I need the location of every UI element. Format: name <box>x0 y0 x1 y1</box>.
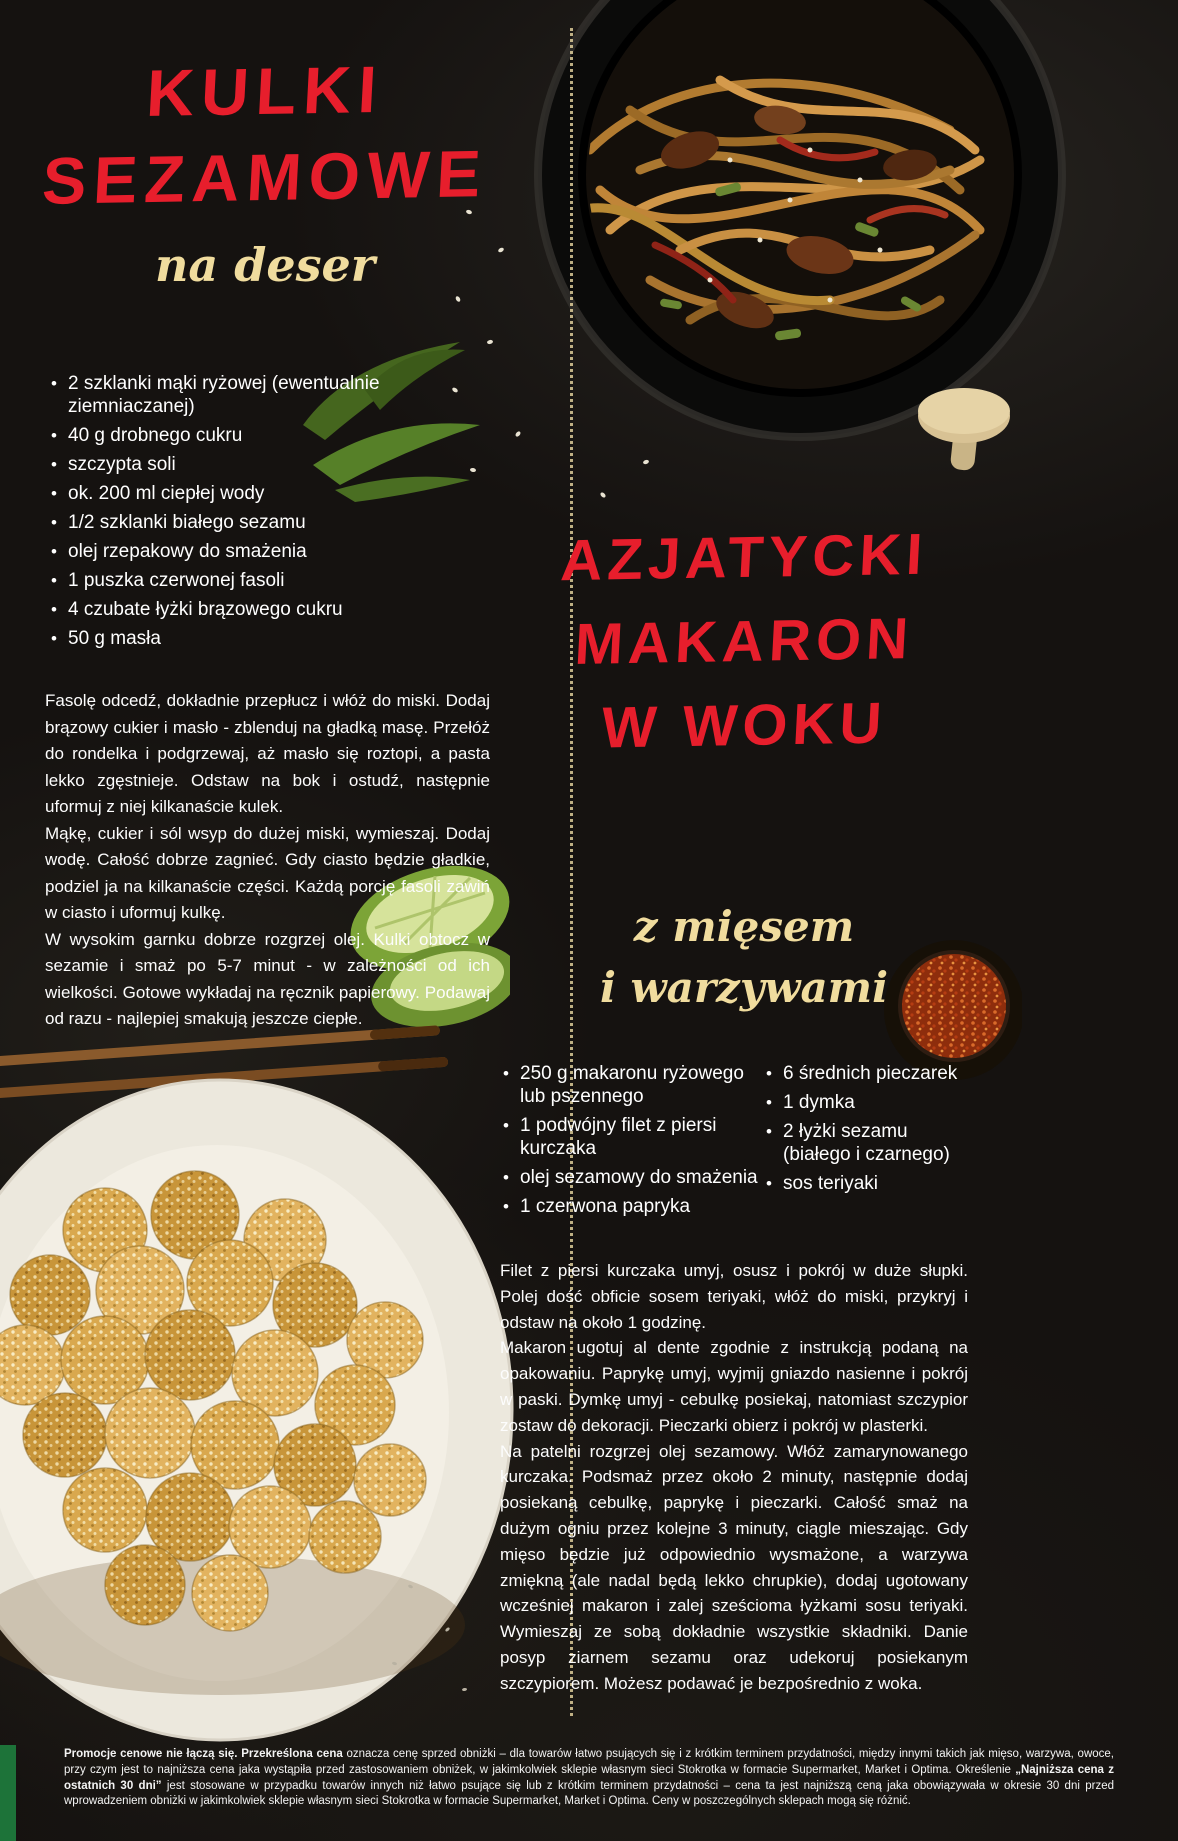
ingredient-item: • 50 g masła <box>68 627 398 650</box>
right-recipe-subtitle-line1: z mięsem <box>633 902 855 951</box>
ingredient-item: • 6 średnich pieczarek <box>783 1062 968 1085</box>
footer-green-bar <box>0 1745 16 1841</box>
sesame-seed-decoration <box>599 491 606 498</box>
ingredient-item: • sos teriyaki <box>783 1172 968 1195</box>
left-ingredient-list <box>48 372 398 656</box>
ingredient-item: • 1 czerwona papryka <box>520 1195 763 1218</box>
ingredient-item: • 1/2 szklanki białego sezamu <box>68 511 398 534</box>
ingredient-item: • olej rzepakowy do smażenia <box>68 540 398 563</box>
instruction-paragraph: Mąkę, cukier i sól wsyp do dużej miski, wymieszaj. Dodaj wodę. Całość dobrze zagnieć. Gdy ciasto będzie gładkie, podziel ja na kilkanaście części. Każdą porcję fasoli zawiń w ciasto i uformuj kulkę. <box>45 823 490 922</box>
ingredient-item: • ok. 200 ml ciepłej wody <box>68 482 398 505</box>
instruction-paragraph: Makaron ugotuj al dente zgodnie z instrukcją podaną na opakowaniu. Paprykę umyj, wyjmij gniazdo nasienne i pokrój w paski. Dymkę umyj - cebulkę posiekaj, natomiast szczypior zostaw do dekoracji. Pieczarki obierz i pokrój w plasterki. <box>500 1338 968 1435</box>
right-recipe-instructions <box>500 1258 968 1697</box>
ingredient-item: • 2 szklanki mąki ryżowej (ewentualnie ziemniaczanej) <box>68 372 398 418</box>
ingredient-item: • 250 g makaronu ryżowego lub pszennego <box>520 1062 763 1108</box>
left-recipe-instructions <box>45 688 490 1033</box>
sesame-balls-illustration <box>0 1065 515 1765</box>
ingredient-item: • 1 dymka <box>783 1091 968 1114</box>
right-recipe-title-line2: MAKARON <box>573 606 915 677</box>
wok-dish-photo <box>480 0 1178 475</box>
left-recipe-title <box>40 48 490 220</box>
right-ingredient-list-col2 <box>763 1062 968 1224</box>
ingredient-item: • szczypta soli <box>68 453 398 476</box>
mushroom-decoration <box>912 382 1017 482</box>
fine-print-bold-segment: „Najniższa cena z ostatnich 30 dni” <box>64 1763 1114 1792</box>
ingredient-item: • 1 podwójny filet z piersi kurczaka <box>520 1114 763 1160</box>
left-recipe-title-line1: KULKI <box>144 51 386 131</box>
left-recipe-title-line2: SEZAMOWE <box>40 136 490 218</box>
fine-print-bold-segment: Promocje cenowe nie łączą się. Przekreślona cena <box>64 1748 343 1760</box>
ingredient-item: • olej sezamowy do smażenia <box>520 1166 763 1189</box>
right-recipe-title-line1: AZJATYCKI <box>559 521 930 594</box>
right-recipe-title <box>518 516 970 768</box>
ingredient-item: • 40 g drobnego cukru <box>68 424 398 447</box>
fine-print-text-segment: jest stosowane w przypadku towarów innych niż łatwo psujące się lub z krótkim terminem przydatności – cena ta jest najniższą ceną jaka obowiązywała w okresie 30 dni przed wprowadzeniem obniżki w jakimkolwiek sklepie własnym sieci Stokrotka w formacie Supermarket, Market i Optima. Ceny w poszczególnych sklepach mogą się różnić. <box>64 1779 1114 1808</box>
ingredient-item: • 2 łyżki sezamu (białego i czarnego) <box>783 1120 968 1166</box>
wok-dish-illustration <box>480 0 1178 475</box>
legal-fine-print <box>64 1747 1114 1810</box>
right-ingredient-lists <box>500 1062 970 1224</box>
instruction-paragraph: Filet z piersi kurczaka umyj, osusz i pokrój w duże słupki. Polej dość obficie sosem teriyaki, włóż do miski, przykryj i odstaw na około 1 godzinę. <box>500 1261 968 1332</box>
right-recipe-subtitle-line2: i warzywami <box>599 963 889 1012</box>
sesame-seed-decoration <box>455 295 461 302</box>
right-recipe-subtitle <box>518 896 970 1018</box>
instruction-paragraph: Na patelni rozgrzej olej sezamowy. Włóż zamarynowanego kurczaka. Podsmaż przez około 2 minuty, następnie dodaj posiekaną cebulkę, paprykę i pieczarki. Całość smaż na dużym ogniu przez kolejne 3 minuty, ciągle mieszając. Gdy mięso będzie już odpowiednio wysmażone, a warzywa zmiękną (ale nadal będą lekko chrupkie), dodaj ugotowany wcześniej makaron i zalej sześcioma łyżkami sosu teriyaki. Wymieszaj ze sobą dokładnie wszystkie składniki. Danie posyp ziarnem sezamu oraz udekoruj posiekanym szczypiorem. Możesz podawać je bezpośrednio z woka. <box>500 1441 968 1693</box>
ingredient-item: • 4 czubate łyżki brązowego cukru <box>68 598 398 621</box>
ingredient-item: • 1 puszka czerwonej fasoli <box>68 569 398 592</box>
left-recipe-subtitle: na deser <box>154 238 376 292</box>
instruction-paragraph: Fasolę odcedź, dokładnie przepłucz i włóż do miski. Dodaj brązowy cukier i masło - zblenduj na gładką masę. Przełóż do rondelka i podgrzewaj, aż masło się roztopi, a pasta lekko zgęstnieje. Odstaw na bok i ostudź, następnie uformuj z niej kilkanaście kulek. <box>45 691 490 816</box>
instruction-paragraph: W wysokim garnku dobrze rozgrzej olej. Kulki obtocz w sezamie i smaż po 5-7 minut - w zależności od ich wielkości. Gotowe wykładaj na ręcznik papierowy. Podawaj od razu - najlepiej smakują jeszcze ciepłe. <box>45 929 490 1028</box>
right-ingredient-list-col1 <box>500 1062 763 1224</box>
sesame-balls-photo <box>0 1065 515 1765</box>
right-recipe-title-line3: W WOKU <box>599 690 889 761</box>
fine-print-text-segment: oznacza cenę sprzed obniżki – dla towarów łatwo psujących się i z krótkim terminem przydatności, między innymi takich jak mięso, warzywa, owoce, przy czym jest to najniższa cena jaka wystąpiła przed zastosowaniem obniżek, w jakimkolwiek sklepie własnym sieci Stokrotka w formacie Supermarket, Market i Optima. Określenie <box>64 1748 1114 1776</box>
